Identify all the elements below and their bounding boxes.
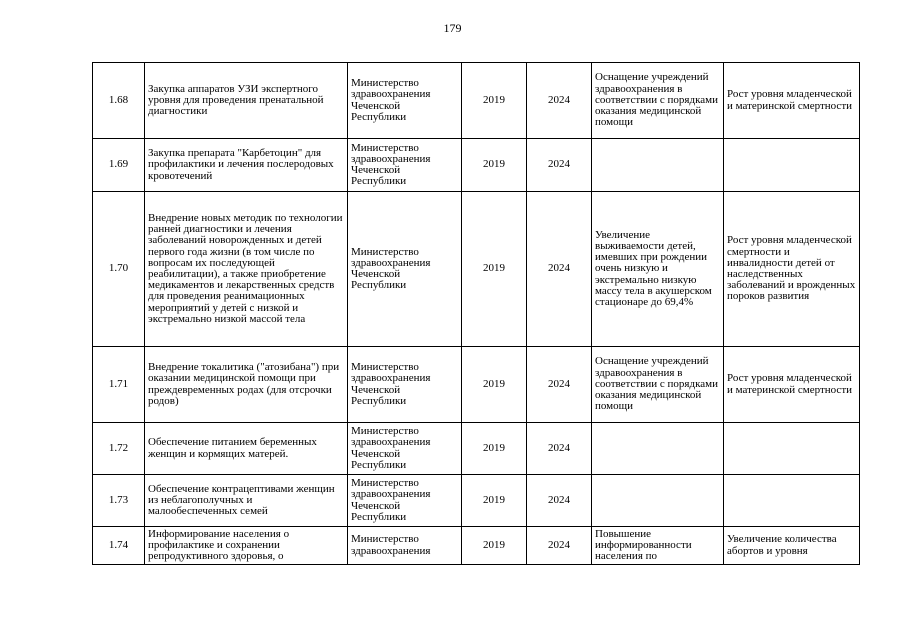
executor-cell: Министерство здравоохранения Чеченской Республики [348,63,462,139]
consequence-cell: Рост уровня младенческой и материнской смертности [724,63,860,139]
executor-cell: Министерство здравоохранения Чеченской Республики [348,347,462,423]
result-cell [592,139,724,192]
start-year-cell: 2019 [462,423,527,475]
start-year-cell: 2019 [462,527,527,565]
consequence-cell: Рост уровня младенческой и материнской смертности [724,347,860,423]
consequence-cell [724,139,860,192]
result-cell: Оснащение учреждений здравоохранения в соответствии с порядками оказания медицинской помощи [592,347,724,423]
table-row [93,63,860,139]
row-number: 1.71 [93,347,145,423]
row-number: 1.70 [93,192,145,347]
row-number: 1.73 [93,475,145,527]
consequence-cell: Увеличение количества абортов и уровня [724,527,860,565]
consequence-cell [724,423,860,475]
table-row [93,192,860,347]
row-number: 1.68 [93,63,145,139]
result-cell: Оснащение учреждений здравоохранения в соответствии с порядками оказания медицинской помощи [592,63,724,139]
executor-cell: Министерство здравоохранения Чеченской Республики [348,139,462,192]
result-cell [592,475,724,527]
measure-cell: Обеспечение контрацептивами женщин из неблагополучных и малообеспеченных семей [145,475,348,527]
end-year-cell: 2024 [527,423,592,475]
end-year-cell: 2024 [527,475,592,527]
measures-table [92,62,860,565]
table-row [93,423,860,475]
start-year-cell: 2019 [462,192,527,347]
executor-cell: Министерство здравоохранения Чеченской Республики [348,192,462,347]
executor-cell: Министерство здравоохранения Чеченской Республики [348,423,462,475]
result-cell: Повышение информированности населения по [592,527,724,565]
measure-cell: Внедрение токалитика ("атозибана") при оказании медицинской помощи при преждевременных родах (для отсрочки родов) [145,347,348,423]
end-year-cell: 2024 [527,347,592,423]
table-row [93,347,860,423]
page-number: 179 [443,21,462,35]
measure-cell: Обеспечение питанием беременных женщин и кормящих матерей. [145,423,348,475]
end-year-cell: 2024 [527,527,592,565]
row-number: 1.72 [93,423,145,475]
executor-cell: Министерство здравоохранения [348,527,462,565]
start-year-cell: 2019 [462,139,527,192]
measure-cell: Информирование населения о профилактике и сохранении репродуктивного здоровья, о [145,527,348,565]
measure-cell: Внедрение новых методик по технологии ранней диагностики и лечения заболеваний новорожденных и детей первого года жизни (в том числе по вопросам их последующей реабилитации), а также приобретение медикаментов и лекарственных средств для проведения реанимационных мероприятий у детей с низкой и экстремально низкой массой тела [145,192,348,347]
row-number: 1.74 [93,527,145,565]
table-row [93,139,860,192]
start-year-cell: 2019 [462,475,527,527]
start-year-cell: 2019 [462,347,527,423]
start-year-cell: 2019 [462,63,527,139]
end-year-cell: 2024 [527,139,592,192]
result-cell [592,423,724,475]
executor-cell: Министерство здравоохранения Чеченской Республики [348,475,462,527]
measure-cell: Закупка препарата "Карбетоцин" для профилактики и лечения послеродовых кровотечений [145,139,348,192]
measure-cell: Закупка аппаратов УЗИ экспертного уровня для проведения пренатальной диагностики [145,63,348,139]
table-row [93,527,860,565]
result-cell: Увеличение выживаемости детей, имевших при рождении очень низкую и экстремально низкую массу тела в акушерском стационаре до 69,4% [592,192,724,347]
consequence-cell [724,475,860,527]
end-year-cell: 2024 [527,192,592,347]
end-year-cell: 2024 [527,63,592,139]
consequence-cell: Рост уровня младенческой смертности и инвалидности детей от наследственных заболеваний и врожденных пороков развития [724,192,860,347]
table-row [93,475,860,527]
row-number: 1.69 [93,139,145,192]
